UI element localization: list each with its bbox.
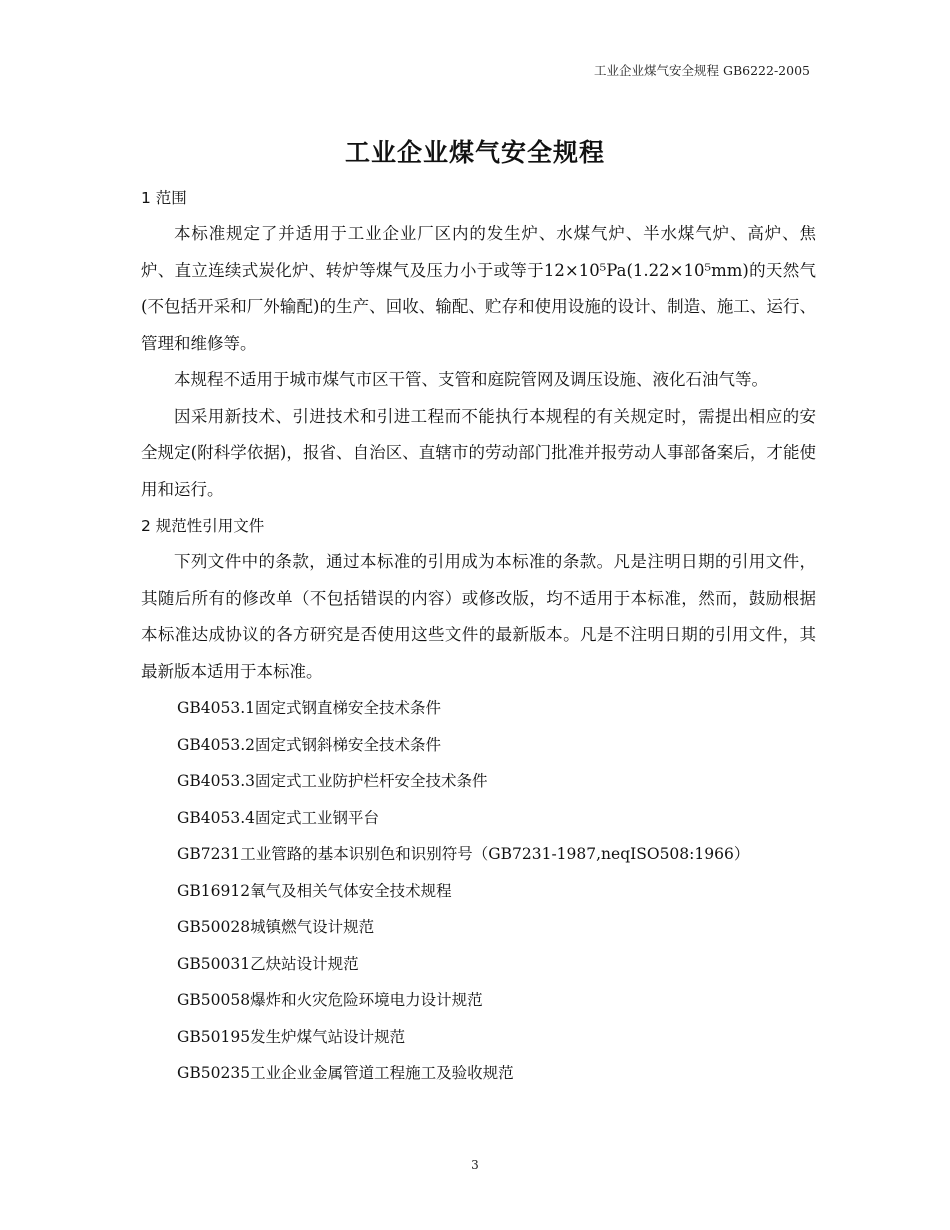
reference-item: GB4053.4固定式工业钢平台 bbox=[177, 808, 380, 827]
reference-item: GB50058爆炸和火灾危险环境电力设计规范 bbox=[177, 991, 483, 1009]
reference-item: GB4053.1固定式钢直梯安全技术条件 bbox=[177, 699, 442, 717]
reference-item: GB50031乙炔站设计规范 bbox=[177, 954, 359, 973]
section-scope bbox=[141, 180, 816, 508]
reference-item: GB50028城镇燃气设计规范 bbox=[177, 918, 375, 936]
reference-item: GB50235工业企业金属管道工程施工及验收规范 bbox=[177, 1064, 514, 1082]
section-normative-references bbox=[141, 508, 816, 1092]
running-header: 工业企业煤气安全规程 GB6222-2005 bbox=[594, 63, 810, 78]
references-intro-paragraph: 下列文件中的条款，通过本标准的引用成为本标准的条款。凡是注明日期的引用文件，其随后所有的修改单（不包括错误的内容）或修改版，均不适用于本标准，然而，鼓励根据本标准达成协议的各方研究是否使用这些文件的最新版本。凡是不注明日期的引用文件，其最新版本适用于本标准。 bbox=[141, 552, 816, 681]
section-heading-scope: 1 范围 bbox=[141, 189, 187, 207]
reference-item: GB16912氧气及相关气体安全技术规程 bbox=[177, 881, 452, 900]
document-title: 工业企业煤气安全规程 bbox=[344, 137, 605, 167]
reference-item: GB7231工业管路的基本识别色和识别符号（GB7231-1987,neqISO508:1966） bbox=[177, 845, 750, 863]
reference-item: GB4053.3固定式工业防护栏杆安全技术条件 bbox=[177, 772, 488, 790]
scope-paragraph-3: 因采用新技术、引进技术和引进工程而不能执行本规程的有关规定时，需提出相应的安全规定(附科学依据)，报省、自治区、直辖市的劳动部门批准并报劳动人事部备案后，才能使用和运行。 bbox=[141, 406, 816, 499]
page-number: 3 bbox=[471, 1158, 479, 1172]
section-heading-references: 2 规范性引用文件 bbox=[141, 517, 265, 535]
document-body bbox=[141, 180, 816, 1092]
reference-item: GB50195发生炉煤气站设计规范 bbox=[177, 1027, 406, 1046]
scope-paragraph-1: 本标准规定了并适用于工业企业厂区内的发生炉、水煤气炉、半水煤气炉、高炉、焦炉、直立连续式炭化炉、转炉等煤气及压力小于或等于12×10⁵Pa(1.22×10⁵mm)的天然气(不包括开采和厂外输配)的生产、回收、输配、贮存和使用设施的设计、制造、施工、运行、管理和维修等。 bbox=[141, 224, 816, 353]
reference-item: GB4053.2固定式钢斜梯安全技术条件 bbox=[177, 735, 442, 754]
scope-paragraph-2: 本规程不适用于城市煤气市区干管、支管和庭院管网及调压设施、液化石油气等。 bbox=[174, 370, 768, 389]
reference-list bbox=[141, 690, 816, 1092]
